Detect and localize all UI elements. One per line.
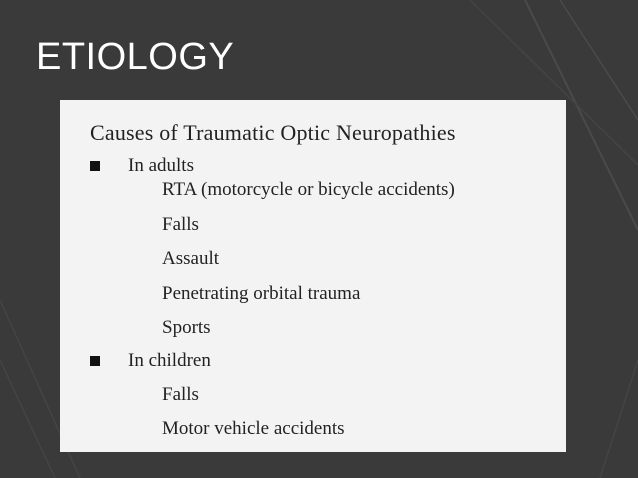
list-item: Penetrating orbital trauma (162, 283, 361, 304)
list-item: Falls (162, 384, 199, 405)
square-bullet-icon (90, 161, 100, 171)
list-item: Sports (162, 317, 211, 338)
list-item: Assault (162, 248, 219, 269)
slide-title: ETIOLOGY (36, 36, 235, 78)
list-item: RTA (motorcycle or bicycle accidents) (162, 179, 455, 200)
group-label-children: In children (128, 350, 211, 372)
content-heading: Causes of Traumatic Optic Neuropathies (90, 120, 456, 145)
group-label-adults: In adults (128, 155, 194, 177)
list-item: Motor vehicle accidents (162, 418, 345, 439)
list-item: Falls (162, 214, 199, 235)
content-card (60, 100, 566, 452)
square-bullet-icon (90, 356, 100, 366)
